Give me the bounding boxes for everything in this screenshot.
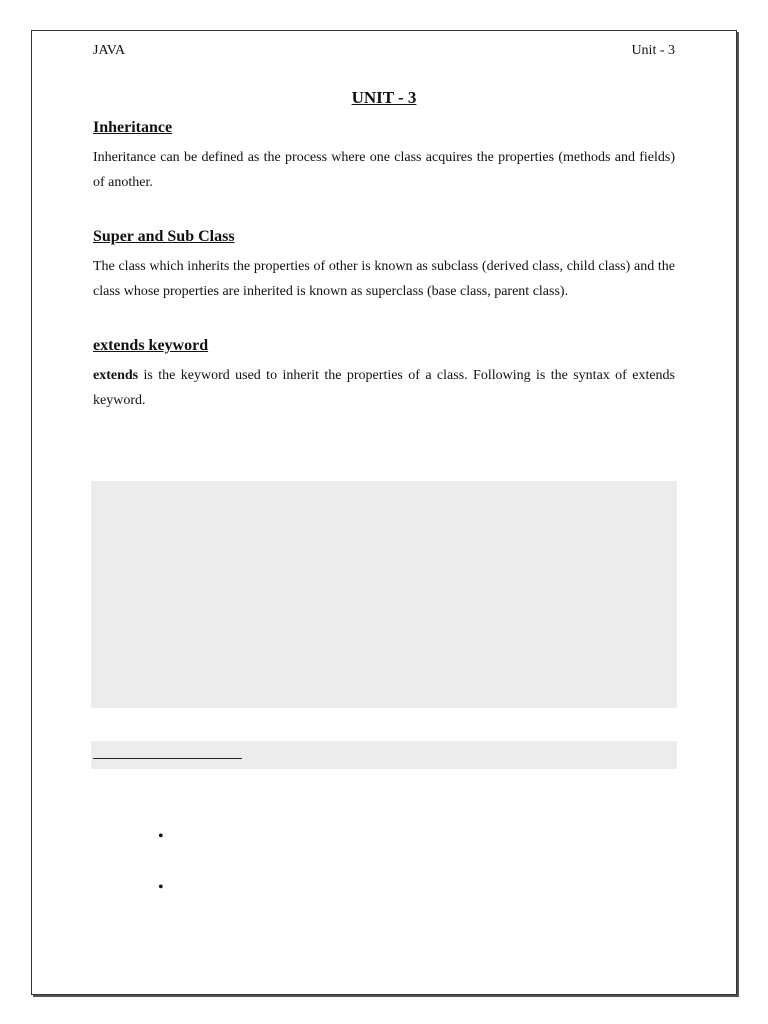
paragraph-super-sub-class: The class which inherits the properties of other is known as subclass (derived class, child class) and the class whose properties are inherited is known as superclass (base class, parent class). [93, 259, 675, 299]
paragraph-extends-keyword [93, 363, 675, 413]
heading-extends-keyword: extends keyword [93, 337, 209, 354]
page-title: UNIT - 3 [351, 88, 417, 107]
bullet-point-2: • [158, 879, 164, 896]
extends-description: is the keyword used to inherit the properties of a class. Following is the syntax of extends keyword. [93, 368, 675, 408]
extends-bold-term: extends [93, 368, 139, 383]
syntax-code-block [91, 481, 677, 708]
shaded-heading-bar [91, 741, 677, 769]
header-unit: Unit - 3 [631, 43, 675, 58]
bullet-point-1: • [158, 828, 164, 845]
header-subject: JAVA [93, 43, 126, 58]
heading-underline [93, 758, 242, 759]
paragraph-inheritance: Inheritance can be defined as the process where one class acquires the properties (methods and fields) of another. [93, 150, 675, 190]
heading-inheritance: Inheritance [93, 119, 173, 136]
heading-super-sub-class: Super and Sub Class [93, 228, 235, 245]
